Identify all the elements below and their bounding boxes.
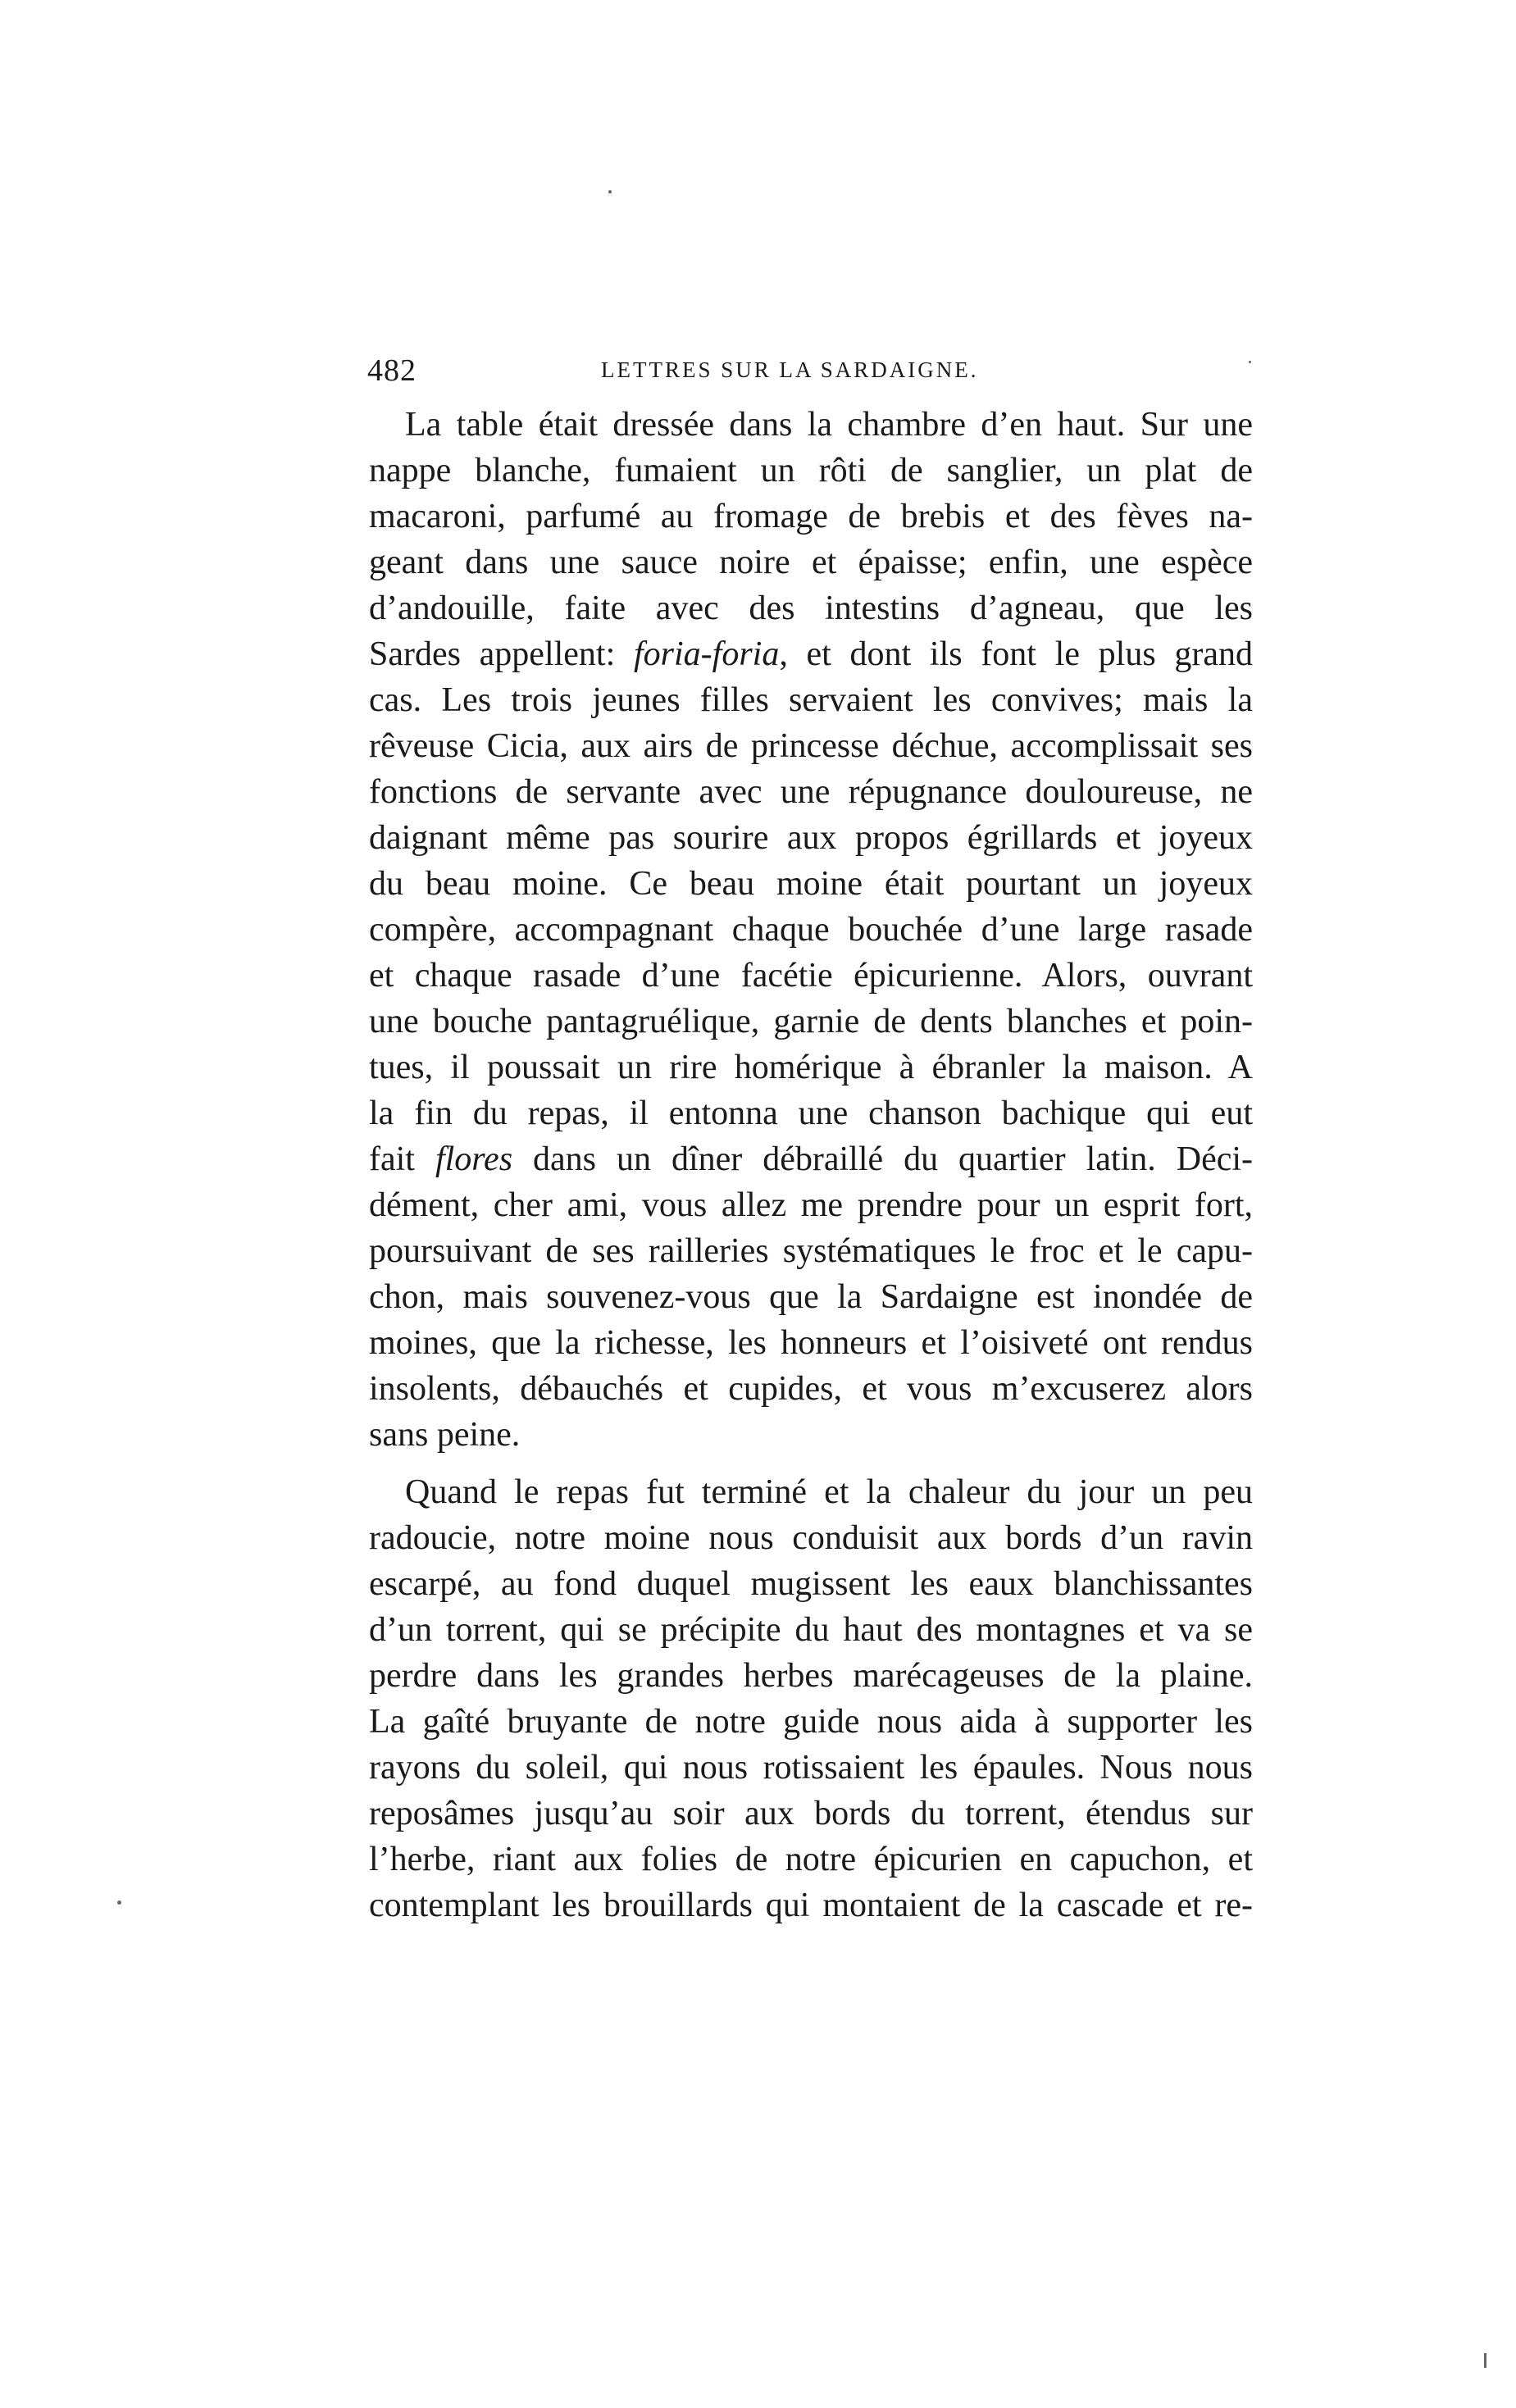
text-line: dément, cher ami, vous allez me prendre pour un esprit fort, bbox=[369, 1186, 1253, 1224]
text-line: macaroni, parfumé au fromage de brebis et des fèves na- bbox=[369, 498, 1253, 535]
page-header bbox=[367, 353, 1253, 402]
text-line: reposâmes jusqu’au soir aux bords du torrent, étendus sur bbox=[369, 1795, 1253, 1832]
text-line: tues, il poussait un rire homérique à ébranler la maison. A bbox=[369, 1049, 1253, 1086]
text-line: et chaque rasade d’une facétie épicurienne. Alors, ouvrant bbox=[369, 957, 1253, 995]
text-line: La gaîté bruyante de notre guide nous aida à supporter les bbox=[369, 1703, 1253, 1741]
text-line: La table était dressée dans la chambre d’en haut. Sur une bbox=[405, 406, 1253, 444]
page-number: 482 bbox=[367, 353, 417, 388]
text-line: escarpé, au fond duquel mugissent les eaux blanchissantes bbox=[369, 1565, 1253, 1603]
text-line: d’un torrent, qui se précipite du haut des montagnes et va se bbox=[369, 1611, 1253, 1649]
text-line: une bouche pantagruélique, garnie de dents blanches et poin- bbox=[369, 1003, 1253, 1040]
text-line: cas. Les trois jeunes filles servaient les convives; mais la bbox=[369, 681, 1253, 719]
text-line: daignant même pas sourire aux propos égrillards et joyeux bbox=[369, 819, 1253, 857]
text-line: radoucie, notre moine nous conduisit aux bords d’un ravin bbox=[369, 1519, 1253, 1557]
scan-speck bbox=[117, 1900, 121, 1905]
text-line: sans peine. bbox=[369, 1416, 521, 1454]
text-line: l’herbe, riant aux folies de notre épicurien en capuchon, et bbox=[369, 1841, 1253, 1878]
text-line: la fin du repas, il entonna une chanson bachique qui eut bbox=[369, 1095, 1253, 1132]
italic-term: flores bbox=[435, 1140, 513, 1178]
text-line: poursuivant de ses railleries systématiques le froc et le capu- bbox=[369, 1232, 1253, 1270]
body-text bbox=[369, 402, 1253, 1928]
text-line: nappe blanche, fumaient un rôti de sanglier, un plat de bbox=[369, 452, 1253, 489]
scan-speck bbox=[608, 190, 612, 193]
running-title: LETTRES SUR LA SARDAIGNE. bbox=[601, 357, 979, 382]
italic-term: foria-foria bbox=[633, 635, 780, 673]
text-line: fait flores dans un dîner débraillé du quartier latin. Déci- bbox=[369, 1140, 1254, 1178]
paragraph-gap bbox=[369, 1458, 1253, 1469]
scan-speck bbox=[1249, 361, 1251, 363]
text-line: contemplant les brouillards qui montaient de la cascade et re- bbox=[369, 1887, 1253, 1924]
text-line: rêveuse Cicia, aux airs de princesse déchue, accomplissait ses bbox=[369, 727, 1253, 765]
text-line: insolents, débauchés et cupides, et vous m’excuserez alors bbox=[369, 1370, 1253, 1408]
text-line: compère, accompagnant chaque bouchée d’une large rasade bbox=[369, 911, 1253, 949]
text-line: geant dans une sauce noire et épaisse; enfin, une espèce bbox=[369, 544, 1253, 581]
text-line: chon, mais souvenez-vous que la Sardaigne est inondée de bbox=[369, 1278, 1253, 1316]
text-line: Sardes appellent: foria-foria, et dont ils font le plus grand bbox=[369, 635, 1253, 673]
text-line: du beau moine. Ce beau moine était pourtant un joyeux bbox=[369, 865, 1253, 903]
text-line: moines, que la richesse, les honneurs et l’oisiveté ont rendus bbox=[369, 1324, 1253, 1362]
text-line: fonctions de servante avec une répugnance douloureuse, ne bbox=[369, 773, 1253, 811]
scan-speck bbox=[1484, 2353, 1486, 2368]
text-line: Quand le repas fut terminé et la chaleur du jour un peu bbox=[405, 1473, 1253, 1511]
text-line: perdre dans les grandes herbes marécageuses de la plaine. bbox=[369, 1657, 1253, 1695]
text-line: d’andouille, faite avec des intestins d’agneau, que les bbox=[369, 589, 1253, 627]
text-line: rayons du soleil, qui nous rotissaient les épaules. Nous nous bbox=[369, 1749, 1253, 1787]
